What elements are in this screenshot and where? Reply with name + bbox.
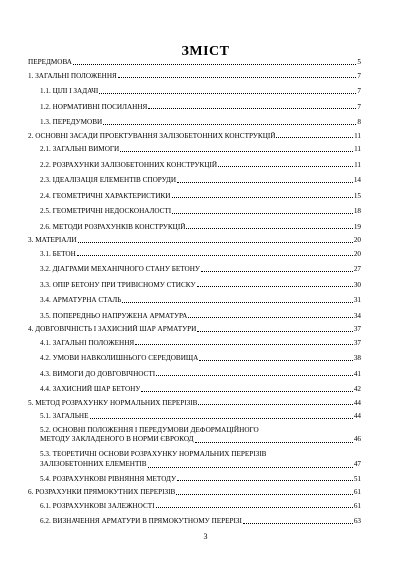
dot-leader xyxy=(156,506,353,508)
dot-leader xyxy=(135,343,353,345)
toc-entry-page: 42 xyxy=(353,385,361,393)
toc-entry-page: 30 xyxy=(353,280,361,289)
toc-entry-text: 2. ОСНОВНІ ЗАСАДИ ПРОЕКТУВАННЯ ЗАЛІЗОБЕТОННИХ КОНСТРУКЦІЙ xyxy=(28,131,276,140)
toc-entry-text: 4. ДОВГОВІЧНІСТЬ І ЗАХИСНИЙ ШАР АРМАТУРИ xyxy=(28,325,197,333)
toc-entry-page: 19 xyxy=(353,222,361,231)
toc-entry[interactable] xyxy=(28,312,361,320)
toc-entry-text: 3.5. ПОПЕРЕДНЬО НАПРУЖЕНА АРМАТУРА xyxy=(40,311,188,320)
toc-entry-page: 14 xyxy=(353,176,361,184)
toc-entry-page: 37 xyxy=(353,325,361,333)
toc-entry[interactable] xyxy=(28,399,361,407)
toc-entry-text-continued: ЗАЛІЗОБЕТОННИХ ЕЛЕМЕНТІВ xyxy=(40,459,147,468)
toc-entry-page: 63 xyxy=(353,517,361,525)
toc-entry[interactable] xyxy=(28,250,361,258)
toc-entry-text: 4.3. ВИМОГИ ДО ДОВГОВІЧНОСТІ xyxy=(40,369,156,378)
toc-entry-page: 44 xyxy=(353,398,361,407)
toc-entry[interactable] xyxy=(28,161,361,169)
toc-entry[interactable] xyxy=(28,176,361,184)
dot-leader xyxy=(73,63,356,65)
toc-entry[interactable] xyxy=(28,192,361,200)
toc-entry-page: 8 xyxy=(357,118,361,126)
toc-entry-text-continued: МЕТОДУ ЗАКЛАДЕНОГО В НОРМИ ЄВРОКОД xyxy=(40,435,194,443)
toc-entry-page: 5 xyxy=(357,58,361,66)
dot-leader xyxy=(148,466,353,468)
toc-entry-page: 38 xyxy=(353,354,361,362)
toc-entry-page: 20 xyxy=(353,236,361,244)
toc-entry[interactable] xyxy=(28,207,361,215)
toc-entry[interactable] xyxy=(28,145,361,153)
dot-leader xyxy=(276,136,353,138)
dot-leader xyxy=(218,165,353,167)
dot-leader xyxy=(188,316,352,318)
dot-leader xyxy=(172,196,353,198)
toc-entry[interactable] xyxy=(28,517,361,525)
dot-leader xyxy=(176,493,352,495)
toc-entry[interactable] xyxy=(28,475,361,483)
toc-entry[interactable] xyxy=(28,281,361,289)
toc-entry-page: 11 xyxy=(354,131,361,140)
toc-entry-page: 44 xyxy=(353,412,361,420)
toc-entry[interactable] xyxy=(28,339,361,347)
toc-entry-text: 3.2. ДІАГРАМИ МЕХАНІЧНОГО СТАНУ БЕТОНУ xyxy=(40,265,201,273)
toc-entry-text: 1.2. НОРМАТИВНІ ПОСИЛАННЯ xyxy=(40,102,148,111)
toc-entry-text: 3.1. БЕТОН xyxy=(40,249,76,258)
dot-leader xyxy=(156,374,353,376)
page-number: 3 xyxy=(203,532,208,541)
toc-entry[interactable] xyxy=(28,488,361,496)
toc-entry-page: 47 xyxy=(353,459,361,468)
toc-entry-text: ПЕРЕДМОВА xyxy=(28,58,72,66)
toc-title: ЗМІСТ xyxy=(181,44,230,59)
toc-entry-text: 1. ЗАГАЛЬНІ ПОЛОЖЕННЯ xyxy=(28,71,117,80)
toc-entry-text: 1.3. ПЕРЕДУМОВИ xyxy=(40,118,103,126)
toc-entry-page: 34 xyxy=(353,311,361,320)
toc-entry[interactable] xyxy=(28,72,361,80)
dot-leader xyxy=(172,212,353,214)
toc-entry-page: 46 xyxy=(353,435,361,443)
toc-entry[interactable] xyxy=(28,450,361,469)
toc-entry[interactable] xyxy=(28,370,361,378)
dot-leader xyxy=(195,441,353,443)
toc-entry-page: 31 xyxy=(353,296,361,304)
toc-entry[interactable] xyxy=(28,87,361,95)
toc-entry-text: 2.4. ГЕОМЕТРИЧНІ ХАРАКТЕРИСТИКИ xyxy=(40,191,171,200)
dot-leader xyxy=(118,76,357,78)
toc-entry-text: 4.2. УМОВИ НАВКОЛИШНЬОГО СЕРЕДОВИЩА xyxy=(40,354,199,362)
toc-entry-page: 20 xyxy=(353,249,361,258)
toc-entry[interactable] xyxy=(28,296,361,304)
table-of-contents xyxy=(28,58,361,525)
toc-entry-text: 5.4. РОЗРАХУНКОВІ РІВНЯННЯ МЕТОДУ xyxy=(40,474,177,483)
toc-entry-page: 7 xyxy=(357,102,361,111)
toc-entry[interactable] xyxy=(28,412,361,420)
toc-entry-text: 6. РОЗРАХУНКИ ПРЯМОКУТНИХ ПЕРЕРІЗІВ xyxy=(28,488,176,496)
toc-entry[interactable] xyxy=(28,325,361,333)
toc-entry-text: 2.5. ГЕОМЕТРИЧНІ НЕДОСКОНАЛОСТІ xyxy=(40,207,172,215)
toc-entry[interactable] xyxy=(28,118,361,126)
dot-leader xyxy=(177,479,353,481)
dot-leader xyxy=(78,241,353,243)
dot-leader xyxy=(77,254,353,256)
dot-leader xyxy=(199,359,352,361)
dot-leader xyxy=(186,227,352,229)
toc-entry-text: 5.3. ТЕОРЕТИЧНІ ОСНОВИ РОЗРАХУНКУ НОРМАЛЬНИХ ПЕРЕРІЗІВ xyxy=(40,450,267,458)
dot-leader xyxy=(103,123,356,125)
dot-leader xyxy=(148,107,356,109)
dot-leader xyxy=(122,301,352,303)
dot-leader xyxy=(99,92,356,94)
toc-entry-page: 27 xyxy=(353,265,361,273)
toc-entry-page: 18 xyxy=(353,207,361,215)
toc-entry-page: 11 xyxy=(354,145,361,153)
dot-leader xyxy=(197,330,352,332)
dot-leader xyxy=(243,522,353,524)
dot-leader xyxy=(177,181,353,183)
toc-entry[interactable] xyxy=(28,265,361,273)
toc-entry-text: 5. МЕТОД РОЗРАХУНКУ НОРМАЛЬНИХ ПЕРЕРІЗІВ xyxy=(28,398,198,407)
toc-entry-text: 2.1. ЗАГАЛЬНІ ВИМОГИ xyxy=(40,145,120,153)
toc-entry-text: 1.1. ЦІЛІ І ЗАДАЧІ xyxy=(40,87,99,95)
toc-entry-page: 51 xyxy=(353,474,361,483)
toc-entry-text: 4.1. ЗАГАЛЬНІ ПОЛОЖЕННЯ xyxy=(40,338,135,347)
toc-entry-text: 6.1. РОЗРАХУНКОВІ ЗАЛЕЖНОСТІ xyxy=(40,501,155,510)
toc-entry[interactable] xyxy=(28,354,361,362)
dot-leader xyxy=(201,270,353,272)
toc-entry[interactable] xyxy=(28,223,361,231)
toc-entry-page: 61 xyxy=(353,488,361,496)
toc-entry[interactable] xyxy=(28,502,361,510)
toc-entry[interactable] xyxy=(28,132,361,140)
toc-entry-text: 2.3. ІДЕАЛІЗАЦІЯ ЕЛЕМЕНТІВ СПОРУДИ xyxy=(40,176,177,184)
dot-leader xyxy=(90,417,353,419)
toc-entry-text: 4.4. ЗАХИСНИЙ ШАР БЕТОНУ xyxy=(40,385,141,393)
toc-entry[interactable] xyxy=(28,103,361,111)
dot-leader xyxy=(120,150,353,152)
toc-entry[interactable] xyxy=(28,426,361,445)
toc-entry[interactable] xyxy=(28,385,361,393)
toc-entry-text: 3.3. ОПІР БЕТОНУ ПРИ ТРИВІСНОМУ СТИСКУ xyxy=(40,280,196,289)
toc-entry[interactable] xyxy=(28,236,361,244)
toc-entry-text: 5.1. ЗАГАЛЬНЕ xyxy=(40,412,89,420)
toc-entry-text: 2.6. МЕТОДИ РОЗРАХУНКІВ КОНСТРУКЦІЙ xyxy=(40,222,186,231)
toc-entry-text: 3. МАТЕРІАЛИ xyxy=(28,236,77,244)
toc-entry-text: 2.2. РОЗРАХУНКИ ЗАЛІЗОБЕТОННИХ КОНСТРУКЦІЙ xyxy=(40,160,218,169)
toc-entry-page: 41 xyxy=(353,369,361,378)
toc-entry-text: 5.2. ОСНОВНІ ПОЛОЖЕННЯ І ПЕРЕДУМОВИ ДЕФОРМАЦІЙНОГО xyxy=(40,425,259,434)
toc-entry-page: 61 xyxy=(353,501,361,510)
toc-entry-page: 15 xyxy=(353,191,361,200)
toc-entry-text: 3.4. АРМАТУРНА СТАЛЬ xyxy=(40,296,122,304)
dot-leader xyxy=(141,390,352,392)
dot-leader xyxy=(198,403,352,405)
dot-leader xyxy=(197,285,353,287)
toc-entry-text: 6.2. ВИЗНАЧЕННЯ АРМАТУРИ В ПРЯМОКУТНОМУ ПЕРЕРІЗІ xyxy=(40,517,242,525)
toc-entry[interactable] xyxy=(28,58,361,66)
toc-entry-page: 7 xyxy=(357,87,361,95)
toc-entry-page: 11 xyxy=(354,160,361,169)
toc-entry-page: 7 xyxy=(357,71,361,80)
toc-entry-page: 37 xyxy=(353,338,361,347)
